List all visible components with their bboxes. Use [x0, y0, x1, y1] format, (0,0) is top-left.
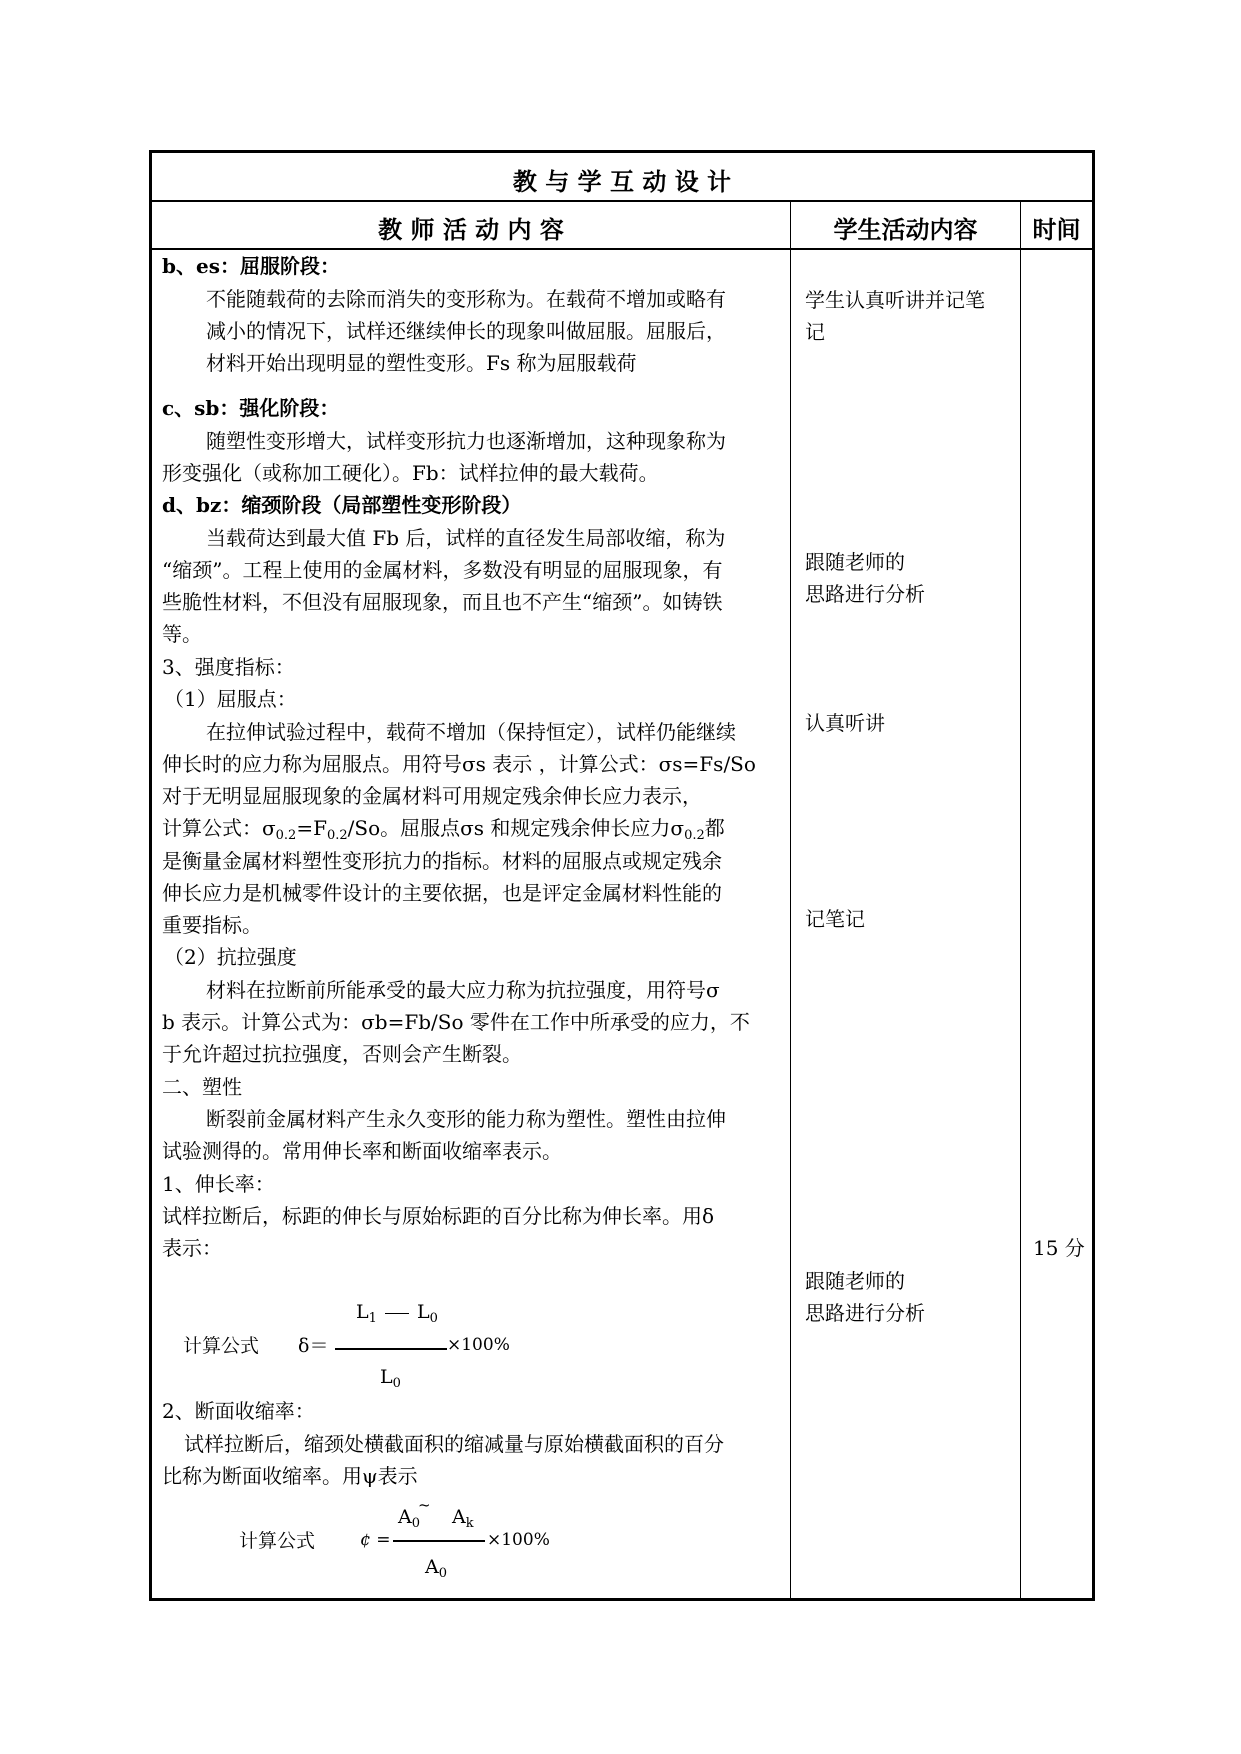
- student-note-listen: 学生认真听讲并记笔: [805, 288, 985, 312]
- paragraph-line: 减小的情况下，试样还继续伸长的现象叫做屈服。屈服后，: [206, 319, 726, 343]
- paragraph-line: 随塑性变形增大，试样变形抗力也逐渐增加，这种现象称为: [206, 429, 726, 453]
- subsection-elongation-title: 1、伸长率：: [162, 1172, 275, 1196]
- paragraph-line: 等。: [162, 622, 202, 646]
- paragraph-line: 材料在拉断前所能承受的最大应力称为抗拉强度，用符号σ: [206, 978, 720, 1002]
- subscript: k: [465, 1516, 474, 1531]
- subscript: 0: [411, 1516, 421, 1531]
- minus-line: [385, 1313, 409, 1314]
- subscript: 0.2: [326, 828, 348, 843]
- time-value: 15 分: [1033, 1236, 1085, 1260]
- table-title: 教 与 学 互 动 设 计: [512, 167, 732, 196]
- row-divider-title: [149, 200, 1095, 202]
- section-d-title: d、bz：缩颈阶段（局部塑性变形阶段）: [162, 493, 522, 517]
- student-note-follow: 跟随老师的: [805, 550, 905, 574]
- subscript: 0: [429, 1311, 438, 1326]
- col-divider-2: [1020, 200, 1021, 1600]
- paragraph-line: b 表示。计算公式为：σb=Fb/So 零件在工作中所承受的应力，不: [162, 1010, 750, 1034]
- symbol: L: [417, 1301, 430, 1323]
- formula-lhs: δ＝: [298, 1335, 329, 1357]
- subscript: 0.2: [275, 828, 297, 843]
- section-b-title: b、es：屈服阶段：: [162, 254, 340, 278]
- symbol: L: [380, 1366, 393, 1388]
- paragraph-line: 是衡量金属材料塑性变形抗力的指标。材料的屈服点或规定残余: [162, 849, 722, 873]
- border-top: [149, 150, 1095, 153]
- paragraph-line: 形变强化（或称加工硬化）。Fb：试样拉伸的最大载荷。: [162, 461, 659, 485]
- paragraph-line: 试验测得的。常用伸长率和断面收缩率表示。: [162, 1139, 562, 1163]
- border-left: [149, 150, 152, 1601]
- symbol: A: [425, 1556, 439, 1578]
- formula-numerator: [398, 1506, 420, 1531]
- paragraph-line: 伸长应力是机械零件设计的主要依据，也是评定金属材料性能的: [162, 881, 722, 905]
- paragraph-line: 伸长时的应力称为屈服点。用符号σs 表示 ，计算公式：σs=Fs/So: [162, 752, 756, 776]
- paragraph-line: 对于无明显屈服现象的金属材料可用规定残余伸长应力表示，: [162, 784, 702, 808]
- formula-label: 计算公式: [239, 1530, 316, 1552]
- formula-numerator: [356, 1301, 438, 1326]
- text-run: =F: [296, 816, 327, 840]
- formula-denominator: [425, 1556, 447, 1581]
- subscript: 0: [438, 1566, 448, 1581]
- symbol: A: [398, 1506, 412, 1528]
- formula-label: 计算公式: [183, 1335, 260, 1357]
- fraction-bar: [335, 1348, 447, 1350]
- header-student: 学生活动内容: [833, 215, 978, 244]
- header-teacher: 教 师 活 动 内 容: [378, 215, 564, 244]
- subsection-tensile-strength-title: （2）抗拉强度: [164, 945, 297, 969]
- paragraph-line: 重要指标。: [162, 913, 262, 937]
- section-c-title: c、sb：强化阶段：: [162, 396, 340, 420]
- border-bottom: [149, 1598, 1095, 1601]
- tilde-mark: ~: [418, 1496, 431, 1514]
- paragraph-line: 表示：: [162, 1236, 222, 1260]
- symbol: A: [452, 1506, 466, 1528]
- student-note-follow-cont: 思路进行分析: [805, 582, 925, 606]
- header-time: 时间: [1032, 215, 1081, 244]
- text-run: 都: [704, 816, 725, 840]
- student-note-follow-2: 跟随老师的: [805, 1269, 905, 1293]
- paragraph-line: 材料开始出现明显的塑性变形。Fs 称为屈服载荷: [206, 351, 637, 375]
- fraction-bar: [393, 1540, 485, 1542]
- formula-numerator-b: [452, 1506, 474, 1531]
- paragraph-line: 试样拉断后，标距的伸长与原始标距的百分比称为伸长率。用δ: [162, 1204, 715, 1228]
- subsection-yield-point-title: （1）屈服点：: [164, 687, 297, 711]
- paragraph-line: 在拉伸试验过程中，载荷不增加（保持恒定），试样仍能继续: [206, 720, 736, 744]
- student-note-attentive: 认真听讲: [805, 711, 885, 735]
- paragraph-line: 些脆性材料，不但没有屈服现象，而且也不产生“缩颈”。如铸铁: [162, 590, 723, 614]
- section-plasticity-title: 二、塑性: [162, 1075, 242, 1099]
- paragraph-line: 于允许超过抗拉强度，否则会产生断裂。: [162, 1042, 522, 1066]
- paragraph-line: 当载荷达到最大值 Fb 后，试样的直径发生局部收缩，称为: [206, 526, 726, 550]
- col-divider-1: [790, 200, 791, 1600]
- section-3-title: 3、强度指标：: [162, 655, 295, 679]
- formula-lhs: ¢ =: [360, 1530, 391, 1550]
- paragraph-line: 试样拉断后，缩颈处横截面积的缩减量与原始横截面积的百分: [184, 1432, 724, 1456]
- paragraph-line: 不能随载荷的去除而消失的变形称为。在载荷不增加或略有: [206, 287, 726, 311]
- subscript: 0: [392, 1376, 401, 1391]
- text-run: 计算公式：σ: [162, 816, 276, 840]
- student-note-listen-cont: 记: [805, 320, 825, 344]
- paragraph-line: 断裂前金属材料产生永久变形的能力称为塑性。塑性由拉伸: [206, 1107, 726, 1131]
- subscript: 1: [368, 1311, 377, 1326]
- paragraph-line: “缩颈”。工程上使用的金属材料，多数没有明显的屈服现象，有: [162, 558, 723, 582]
- border-right: [1092, 150, 1095, 1601]
- formula-denominator: [380, 1366, 401, 1391]
- text-run: /So。屈服点σs 和规定残余伸长应力σ: [347, 816, 685, 840]
- subsection-reduction-area-title: 2、断面收缩率：: [162, 1399, 315, 1423]
- paragraph-line: 比称为断面收缩率。用ψ表示: [162, 1464, 418, 1488]
- symbol: L: [356, 1301, 369, 1323]
- subscript: 0.2: [684, 828, 705, 843]
- student-note-follow-2-cont: 思路进行分析: [805, 1301, 925, 1325]
- student-note-notes: 记笔记: [805, 907, 865, 931]
- formula-percent: ×100%: [447, 1335, 510, 1355]
- formula-percent: ×100%: [487, 1530, 550, 1550]
